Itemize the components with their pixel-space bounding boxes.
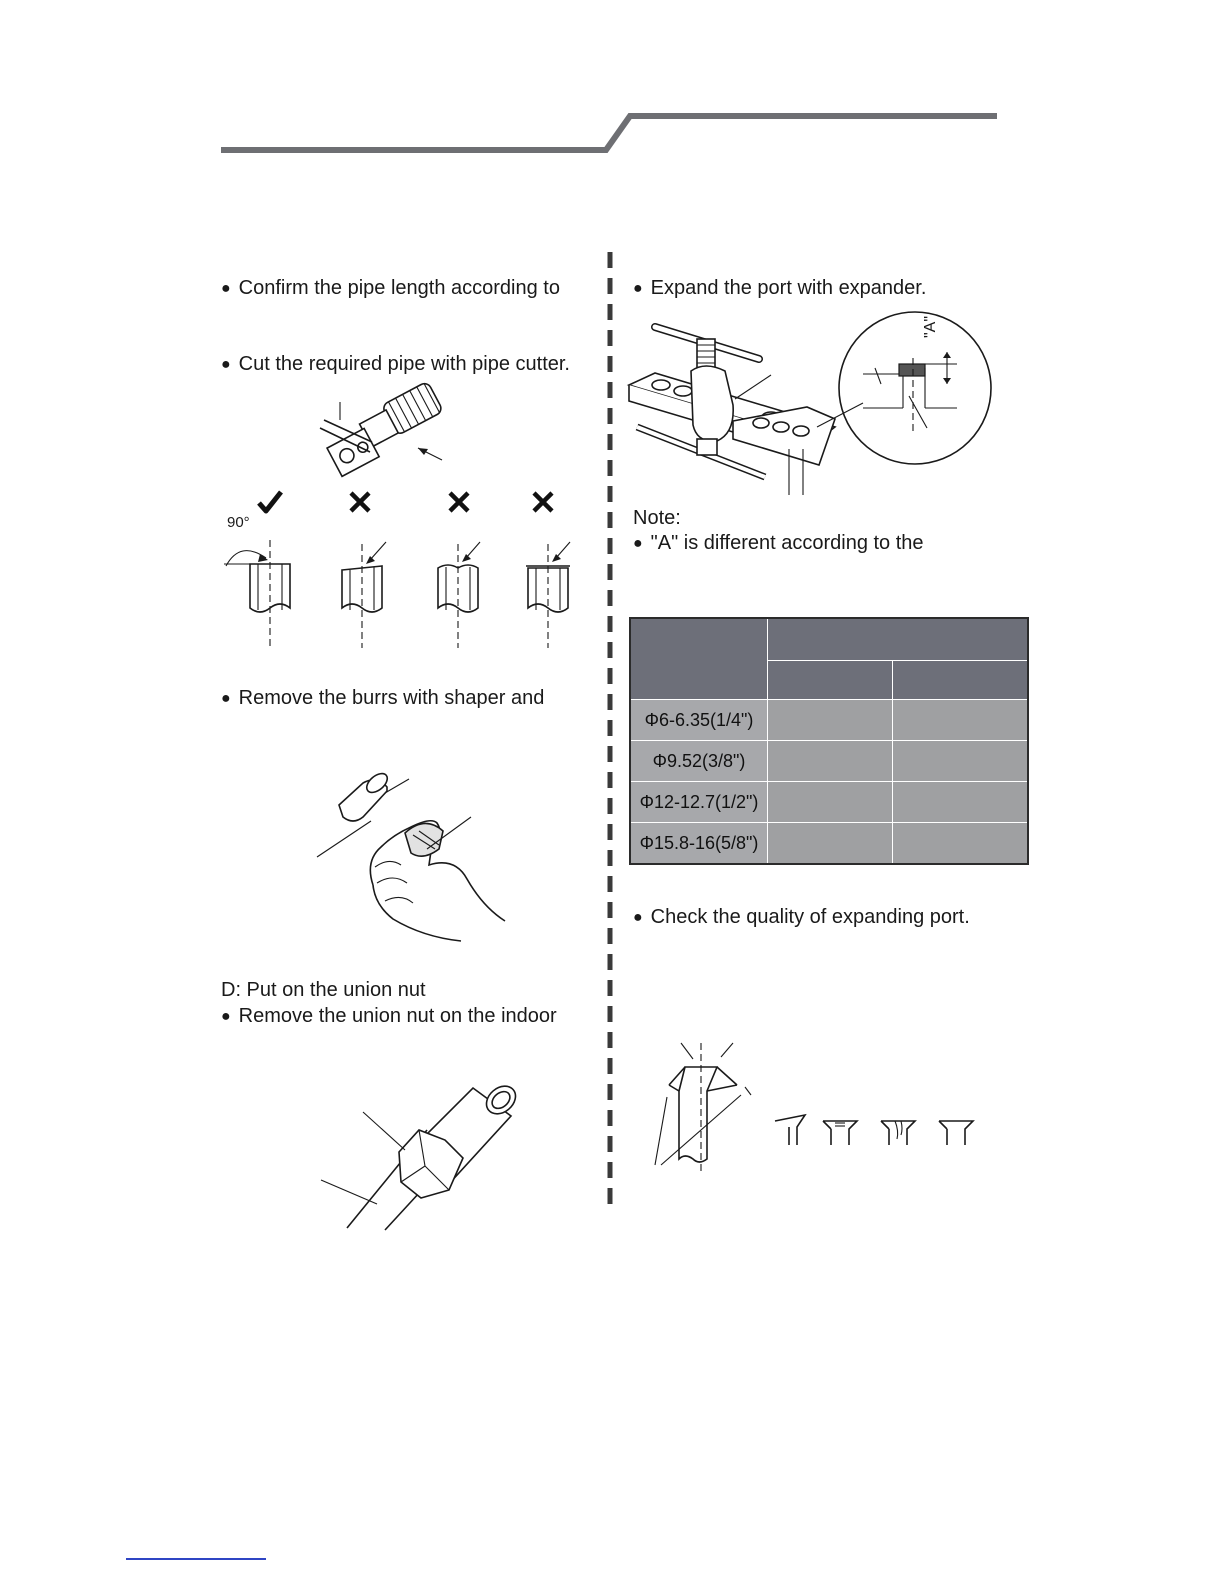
- value-cell: [768, 782, 893, 823]
- table-header-cell: [630, 618, 768, 700]
- flare-dimension-table: [629, 617, 1029, 865]
- table-row: [630, 700, 1028, 741]
- shaper-hand-illustration: [315, 765, 515, 945]
- step-expand-port: ● Expand the port with expander.: [633, 276, 926, 302]
- pipe-diameter-cell: Φ15.8-16(5/8"): [630, 823, 768, 865]
- pipe-diameter-cell: Φ9.52(3/8"): [630, 741, 768, 782]
- value-cell: [893, 823, 1029, 865]
- table-row: [630, 741, 1028, 782]
- cross-icon: [531, 490, 555, 514]
- cross-icon: [348, 490, 372, 514]
- header-rule: [0, 0, 1224, 170]
- value-cell: [893, 700, 1029, 741]
- pipe-cutter-illustration: [310, 380, 470, 490]
- expanded-port-quality-illustration: [645, 1035, 985, 1175]
- note-a-varies: ● "A" is different according to the: [633, 531, 924, 557]
- table-row: [630, 782, 1028, 823]
- union-nut-illustration: [315, 1070, 525, 1240]
- table-header-cell: [893, 660, 1029, 700]
- value-cell: [768, 823, 893, 865]
- angle-label: 90°: [227, 514, 250, 531]
- value-cell: [893, 741, 1029, 782]
- value-cell: [768, 700, 893, 741]
- step-confirm-length: ● Confirm the pipe length according to: [221, 276, 560, 302]
- pipe-diameter-cell: Φ12-12.7(1/2"): [630, 782, 768, 823]
- table-header-cell: [768, 660, 893, 700]
- section-d-heading: D: Put on the union nut: [221, 979, 426, 1001]
- step-remove-union-nut: ● Remove the union nut on the indoor: [221, 1004, 557, 1030]
- check-icon: [256, 489, 284, 515]
- table-header-cell: [768, 618, 1029, 660]
- step-check-quality: ● Check the quality of expanding port.: [633, 905, 970, 931]
- note-title: Note:: [633, 507, 681, 529]
- cross-icon: [447, 490, 471, 514]
- value-cell: [768, 741, 893, 782]
- step-remove-burrs: ● Remove the burrs with shaper and: [221, 686, 544, 712]
- a-dimension-label: "A": [922, 315, 939, 338]
- value-cell: [893, 782, 1029, 823]
- flare-detail-circle: [835, 308, 995, 468]
- step-cut-pipe: ● Cut the required pipe with pipe cutter.: [221, 352, 570, 378]
- pipe-cut-examples: [220, 530, 580, 655]
- footer-link-underline[interactable]: [126, 1558, 266, 1560]
- pipe-diameter-cell: Φ6-6.35(1/4"): [630, 700, 768, 741]
- column-divider: [604, 252, 616, 1212]
- table-row: [630, 823, 1028, 865]
